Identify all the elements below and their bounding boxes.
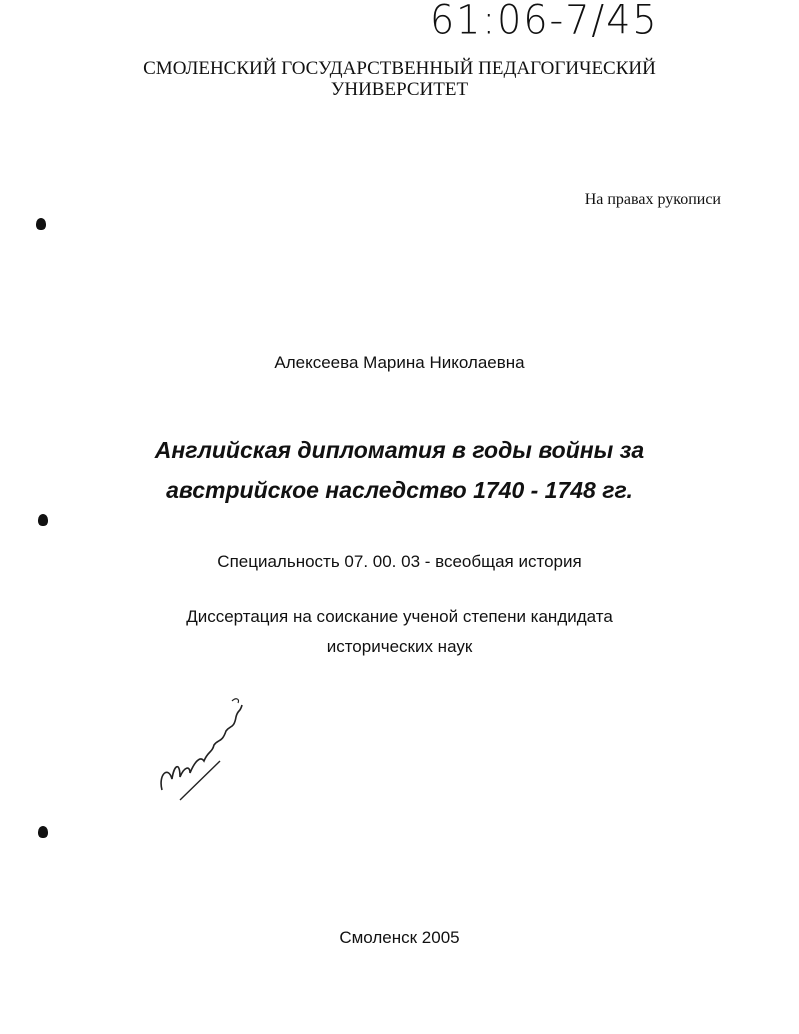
degree-line-2: исторических наук [326,637,473,656]
university-line-1: СМОЛЕНСКИЙ ГОСУДАРСТВЕННЫЙ ПЕДАГОГИЧЕСКИЙ [143,58,656,79]
archive-number-handwritten: 61:06-7/45 [430,0,659,44]
author-signature [150,695,250,805]
binding-hole-mark [38,826,48,838]
manuscript-note: На правах рукописи [584,191,721,208]
specialty: Специальность 07. 00. 03 - всеобщая история [217,552,582,571]
city-and-year: Смоленск 2005 [339,928,460,947]
binding-hole-mark [38,514,48,526]
university-name [0,58,799,100]
degree-line-1: Диссертация на соискание ученой степени кандидата [186,607,613,626]
title-line-1: Английская дипломатия в годы войны за [154,437,645,463]
binding-hole-mark [36,218,46,230]
dissertation-title [0,430,799,510]
university-line-2: УНИВЕРСИТЕТ [330,79,469,100]
degree-statement [0,602,799,662]
author-name: Алексеева Марина Николаевна [274,353,525,372]
title-line-2: австрийское наследство 1740 - 1748 гг. [166,477,633,503]
